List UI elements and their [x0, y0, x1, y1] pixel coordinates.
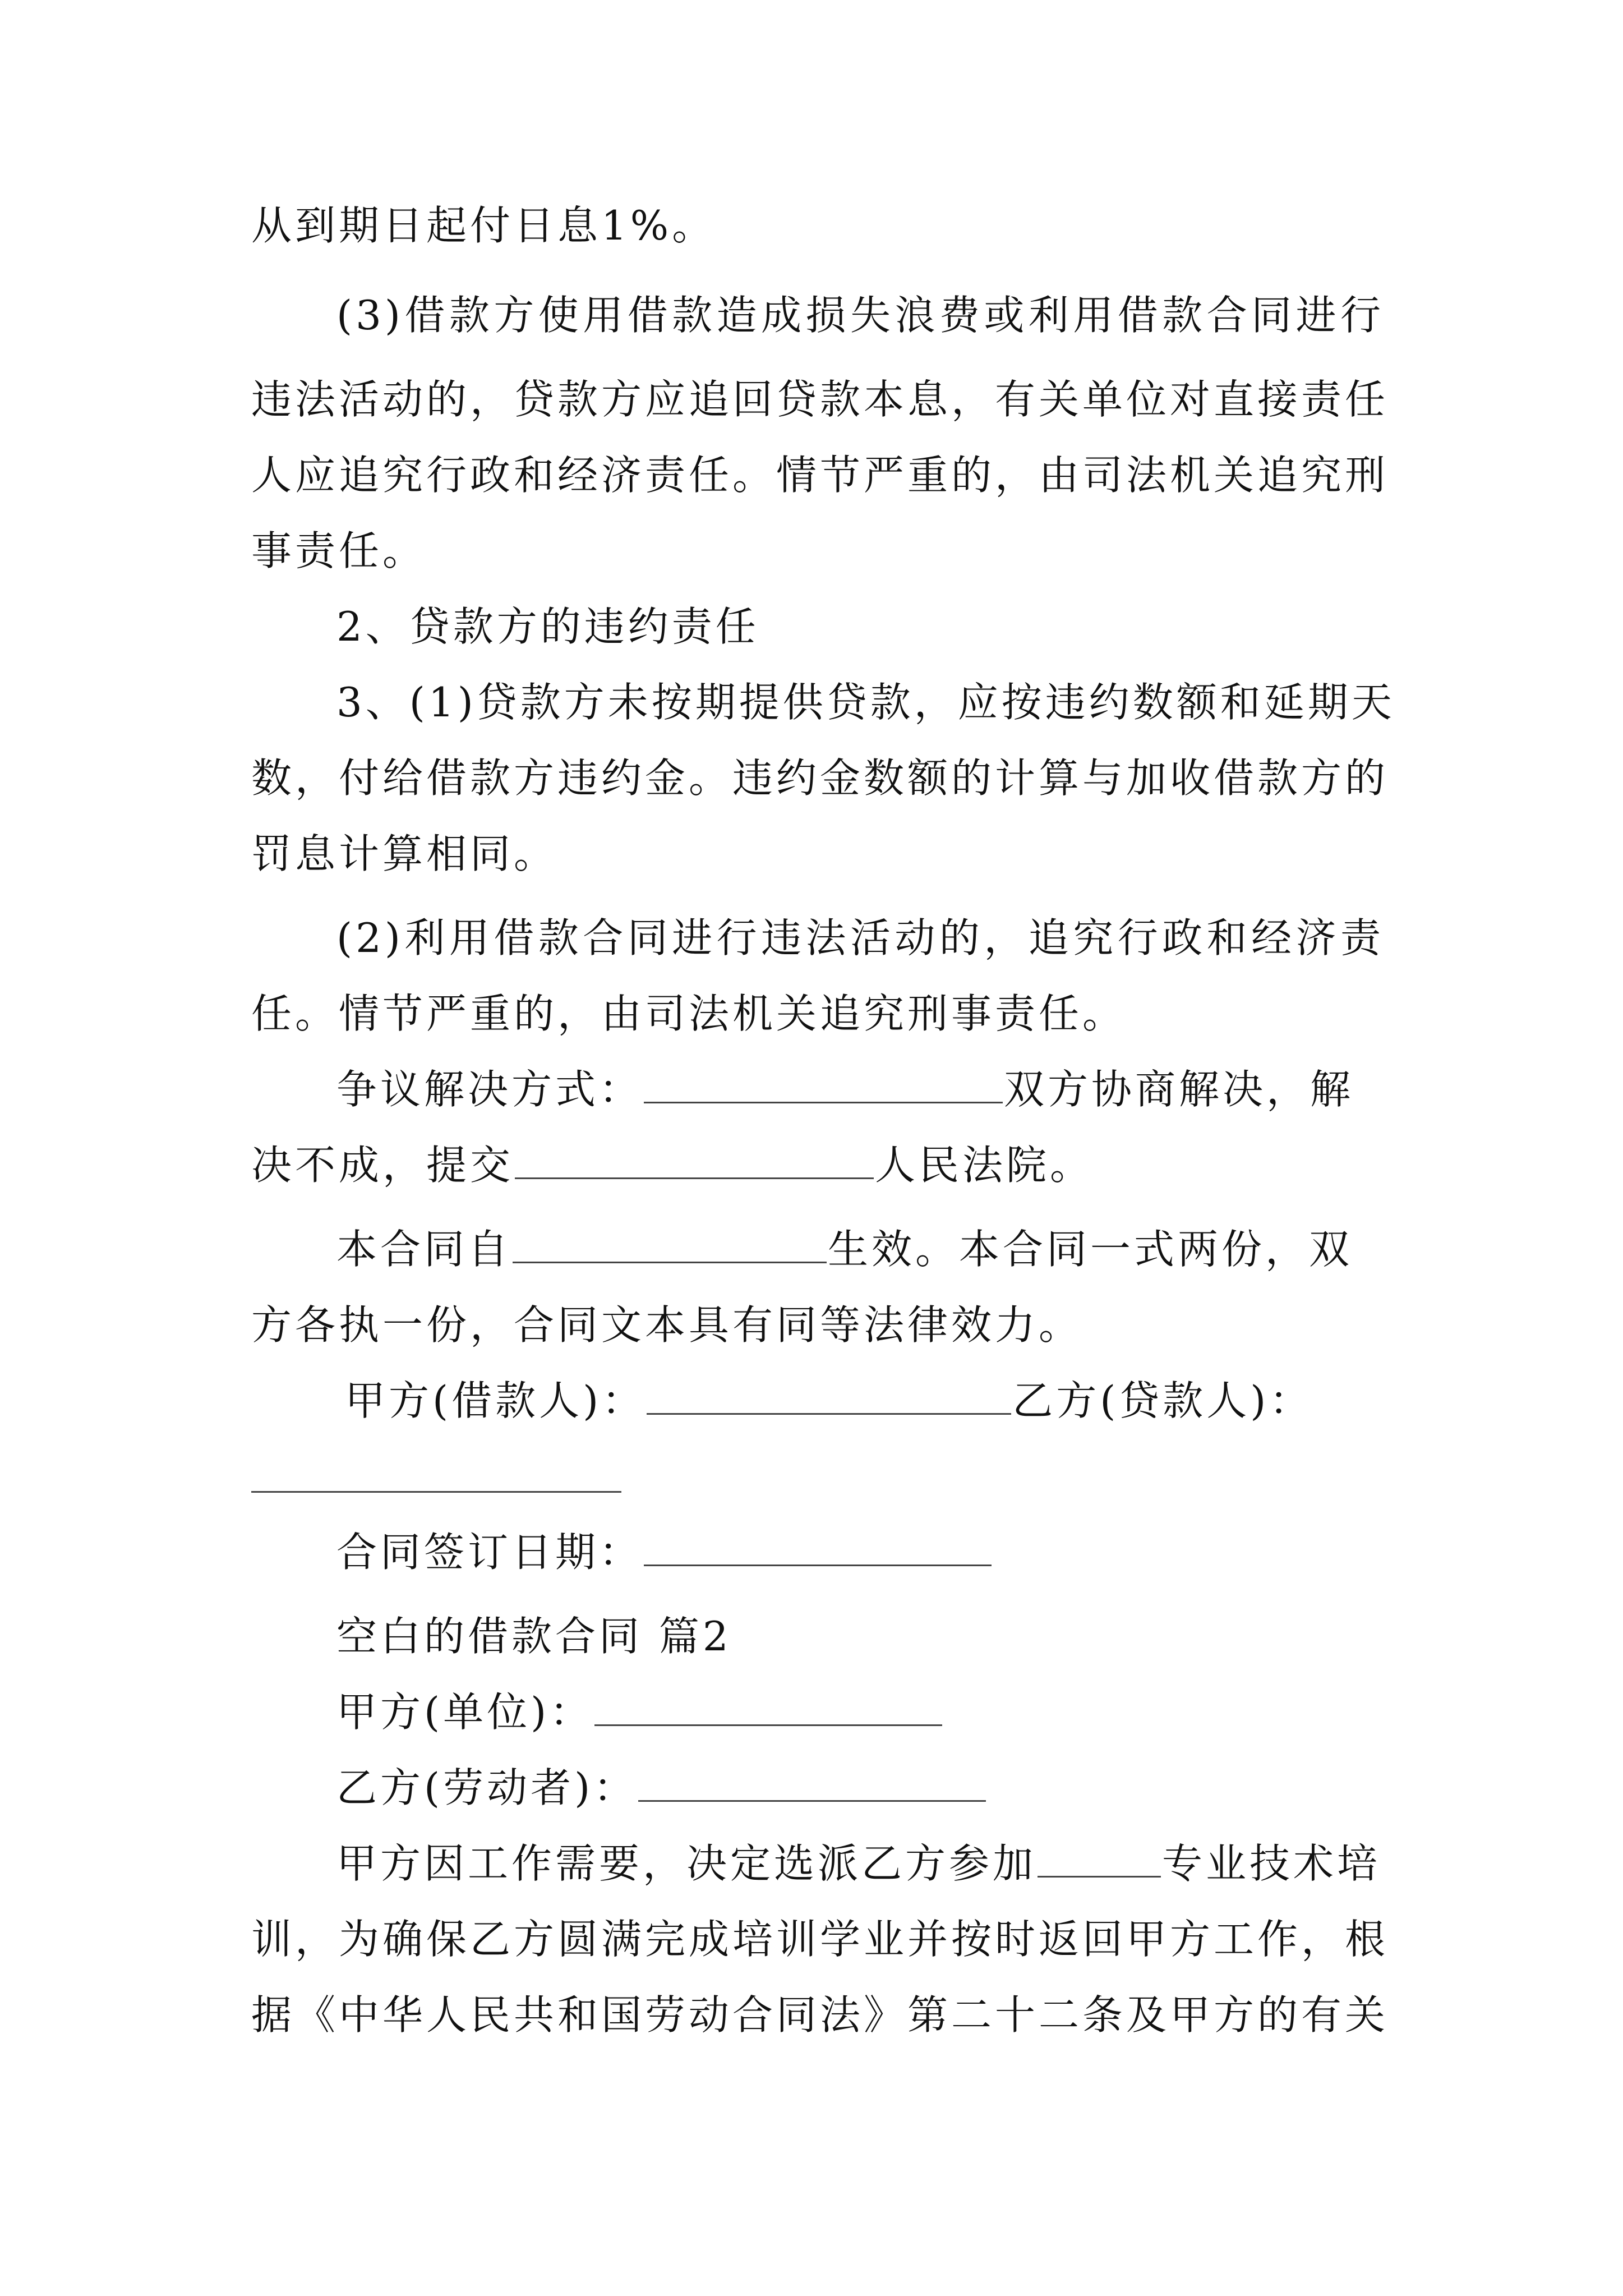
effect-line — [336, 1221, 1384, 1277]
paragraph-line: 方各执一份，合同文本具有同等法律效力。 — [251, 1301, 1083, 1349]
party-b-worker-blank[interactable] — [638, 1760, 986, 1802]
party-a-blank[interactable] — [647, 1373, 1011, 1415]
paragraph-line: 事责任。 — [251, 527, 427, 574]
section-title: 空白的借款合同 篇2 — [336, 1613, 732, 1660]
paragraph-line: (3)借款方使用借款造成损失浪费或利用借款合同进行 — [336, 292, 1384, 339]
paragraph-line: 3、(1)贷款方未按期提供贷款，应按违约数额和延期天 — [336, 679, 1395, 726]
party-a-unit-label: 甲方(单位)： — [336, 1688, 594, 1736]
training-major-blank[interactable] — [1038, 1835, 1161, 1878]
paragraph-line: 训，为确保乙方圆满完成培训学业并按时返回甲方工作，根 — [251, 1916, 1389, 1963]
dispute-court-before: 决不成，提交 — [251, 1142, 514, 1189]
effect-after: 生效。本合同一式两份，双 — [828, 1226, 1353, 1273]
effective-date-blank[interactable] — [513, 1221, 827, 1263]
court-name-blank[interactable] — [515, 1137, 874, 1179]
dispute-after: 双方协商解决，解 — [1004, 1066, 1354, 1113]
paragraph-line: 人应追究行政和经济责任。情节严重的，由司法机关追究刑 — [251, 452, 1389, 499]
party-b-label: 乙方(贷款人)： — [1012, 1377, 1313, 1424]
paragraph-line: (2)利用借款合同进行违法活动的，追究行政和经济责 — [336, 914, 1384, 961]
dispute-line — [336, 1061, 1384, 1117]
training-after: 专业技术培 — [1162, 1840, 1381, 1887]
paragraph-line: 从到期日起付日息1%。 — [251, 202, 716, 249]
dispute-court-line — [251, 1137, 1384, 1193]
party-a-unit-line — [336, 1684, 1384, 1740]
training-before: 甲方因工作需要，决定选派乙方参加 — [336, 1840, 1037, 1887]
party-b-worker-line — [336, 1760, 1384, 1816]
dispute-court-after: 人民法院。 — [875, 1142, 1094, 1189]
effect-before: 本合同自 — [336, 1226, 512, 1273]
dispute-method-blank[interactable] — [644, 1061, 1003, 1103]
parties-line — [345, 1373, 1393, 1429]
party-a-label: 甲方(借款人)： — [345, 1377, 646, 1424]
training-line — [336, 1835, 1384, 1892]
paragraph-line: 违法活动的，贷款方应追回贷款本息，有关单位对直接责任 — [251, 376, 1389, 423]
paragraph-line: 数，付给借款方违约金。违约金数额的计算与加收借款方的 — [251, 754, 1389, 802]
dispute-label: 争议解决方式： — [336, 1066, 643, 1113]
paragraph-line: 据《中华人民共和国劳动合同法》第二十二条及甲方的有关 — [251, 1991, 1389, 2039]
sign-date-label: 合同签订日期： — [336, 1529, 643, 1576]
paragraph-line: 任。情节严重的，由司法机关追究刑事责任。 — [251, 990, 1127, 1037]
party-b-worker-label: 乙方(劳动者)： — [336, 1764, 638, 1811]
party-a-unit-blank[interactable] — [594, 1684, 942, 1726]
sign-date-blank[interactable] — [644, 1524, 992, 1566]
paragraph-line: 罚息计算相同。 — [251, 830, 558, 877]
party-b-blank[interactable] — [251, 1491, 621, 1493]
sign-date-line — [336, 1524, 1384, 1580]
section-heading: 2、贷款方的违约责任 — [336, 603, 759, 650]
